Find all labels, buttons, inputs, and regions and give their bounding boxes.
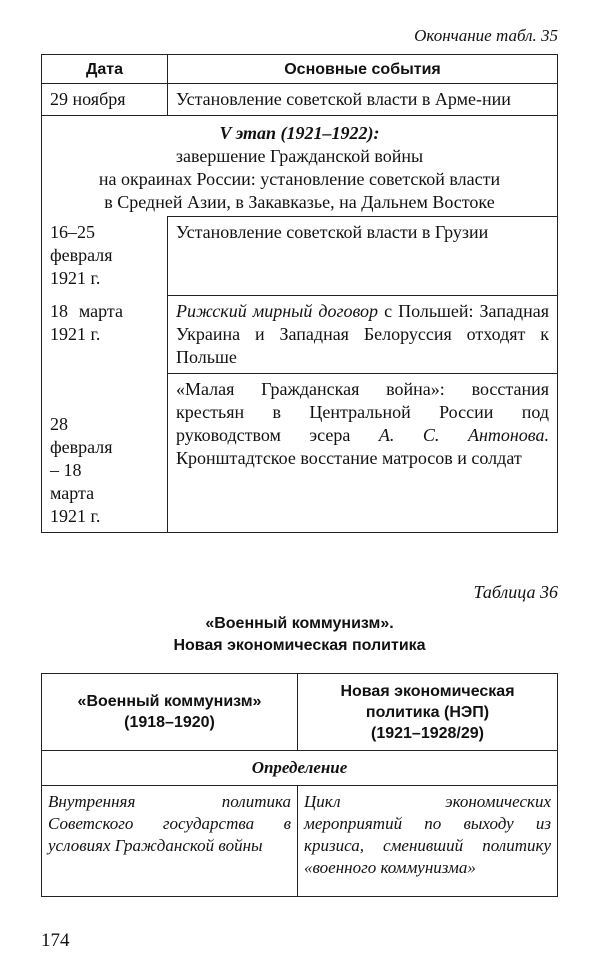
table-header-row xyxy=(42,674,558,751)
stage-row xyxy=(42,116,558,217)
table-36 xyxy=(41,673,558,897)
page-number: 174 xyxy=(41,930,70,951)
table-continuation-label: Окончание табл. 35 xyxy=(414,26,558,45)
stage-line-3: в Средней Азии, в Закавказье, на Дальнем Востоке xyxy=(104,192,495,212)
header-line: (1918–1920) xyxy=(124,714,215,731)
event-cell: Установление советской власти в Грузии xyxy=(168,217,558,296)
table-36-title-line-1: «Военный коммунизм». xyxy=(205,615,394,632)
table-36-title-line-2: Новая экономическая политика xyxy=(173,637,426,654)
header-line: «Военный коммунизм» xyxy=(77,693,262,710)
date-cell: 18 марта 1921 г. xyxy=(42,296,168,374)
column-header-nep xyxy=(298,674,558,751)
table-row xyxy=(42,84,558,116)
table-row xyxy=(42,296,558,374)
stage-title: V этап (1921–1922): xyxy=(219,123,380,143)
table-row xyxy=(42,217,558,296)
table-header-row xyxy=(42,55,558,84)
date-cell: 16–25 февраля 1921 г. xyxy=(42,217,168,296)
event-cell: Установление советской власти в Арме-нии xyxy=(168,84,558,116)
header-line: Новая экономическая xyxy=(340,682,515,700)
section-row xyxy=(42,751,558,786)
event-person-name: А. С. Антонова. xyxy=(378,425,549,445)
definition-war-communism: Внутренняя политика Советского государства в условиях Гражданской войны xyxy=(42,786,298,897)
stage-line-2: на окраинах России: установление советской власти xyxy=(98,169,501,189)
table-36-label: Таблица 36 xyxy=(473,582,558,602)
event-text: с Польшей: Западная Украина и Западная Белоруссия отходят к Польше xyxy=(176,301,549,367)
event-cell xyxy=(168,296,558,374)
table-row xyxy=(42,374,558,533)
header-line: политика (НЭП) xyxy=(365,703,490,721)
header-line: (1921–1928/29) xyxy=(371,724,484,742)
date-cell: 29 ноября xyxy=(42,84,168,116)
definition-nep: Цикл экономических мероприятий по выходу из кризиса, сменивший политику «военного коммунизма» xyxy=(298,786,558,897)
section-heading-definition: Определение xyxy=(42,751,558,786)
event-text-2: Кронштадтское восстание матросов и солдат xyxy=(176,448,522,468)
stage-line-1: завершение Гражданской войны xyxy=(175,146,424,166)
stage-cell xyxy=(42,116,558,217)
date-cell: 28 февраля – 18 марта 1921 г. xyxy=(42,374,168,533)
column-header-date: Дата xyxy=(42,55,168,84)
column-header-events: Основные события xyxy=(168,55,558,84)
table-row xyxy=(42,786,558,897)
event-italic-title: Рижский мирный договор xyxy=(176,301,379,321)
table-36-title xyxy=(41,613,558,657)
table-35 xyxy=(41,54,558,533)
event-text: «Малая Гражданская война»: восстания крестьян в Центральной России под руководством эсера xyxy=(176,379,549,445)
column-header-war-communism xyxy=(42,674,298,751)
event-cell xyxy=(168,374,558,533)
